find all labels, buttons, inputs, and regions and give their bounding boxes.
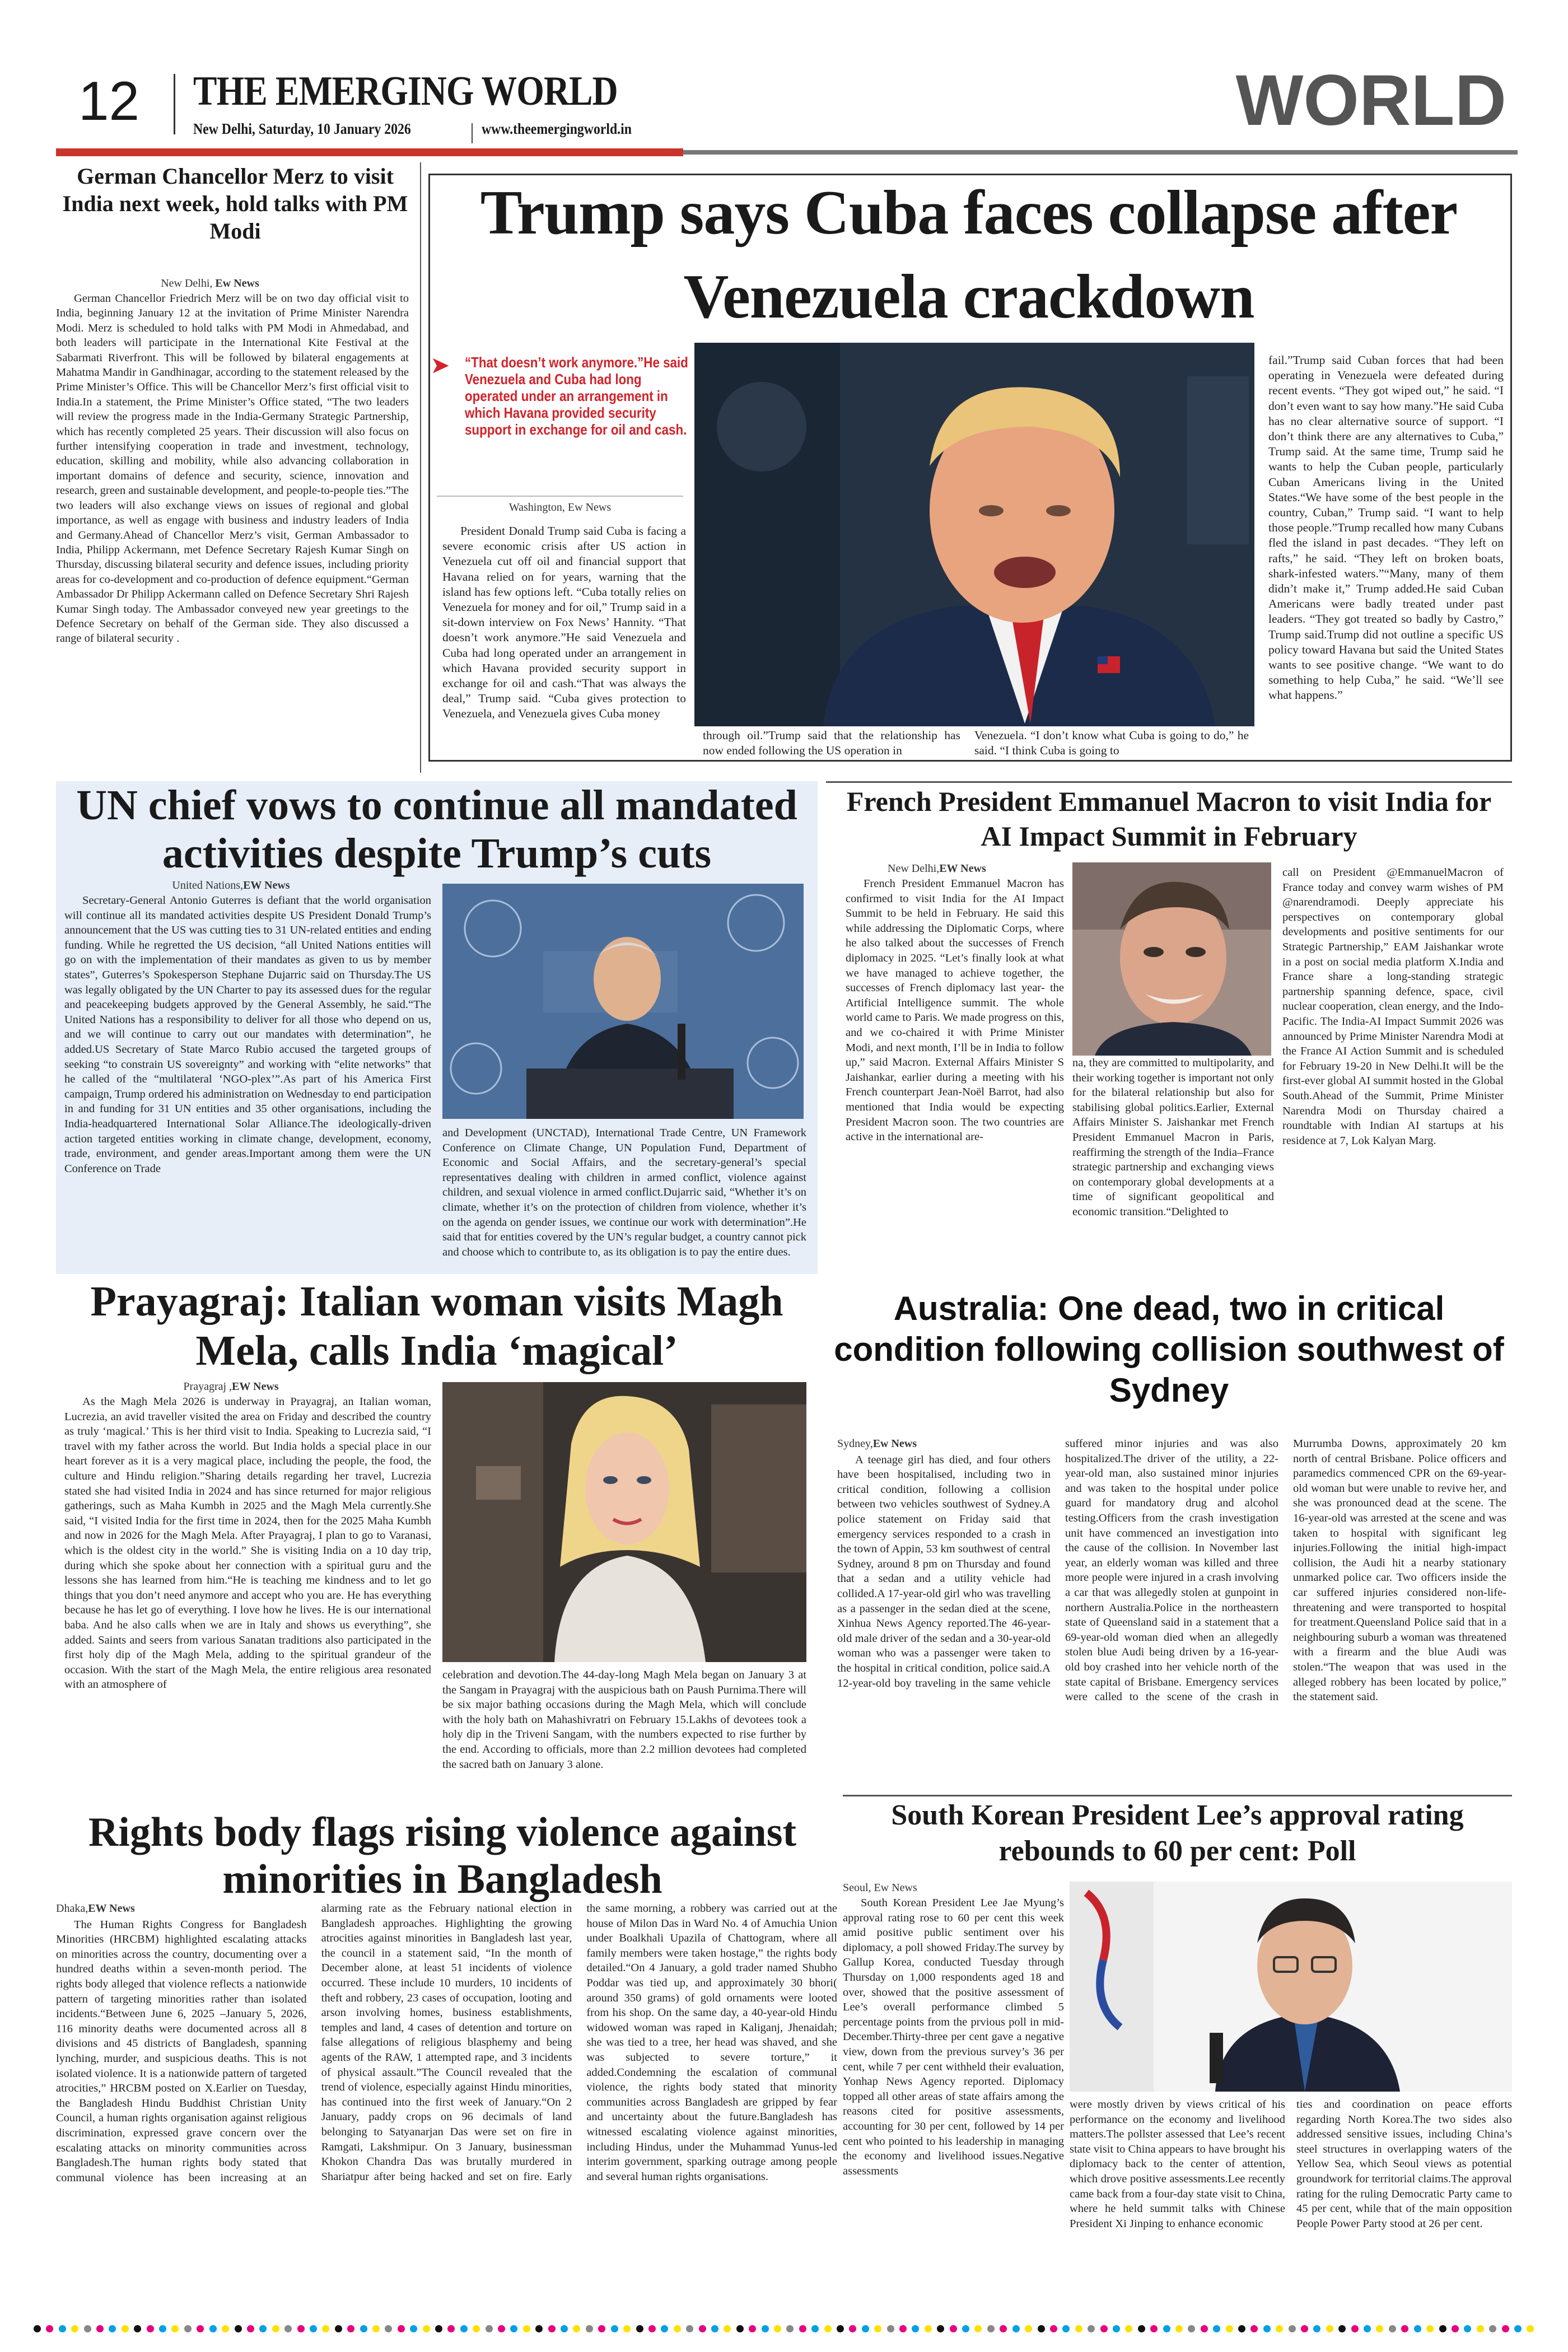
korea-body-mid: were mostly driven by views critical of his performance on the economy and livelihood matters.The pollster assessed that Lee’s recent state visit to China appears to have brought his diplomacy back to the center of attention, which drove positive assessments.Lee recently came back from a four-day state visit to China, where he held summit talks with Chinese President Xi Jinping to enhance economic	[1070, 2098, 1285, 2230]
registration-dot	[711, 2325, 718, 2332]
registration-dot	[423, 2325, 430, 2332]
registration-dot	[360, 2325, 367, 2332]
masthead-small-divider	[472, 123, 473, 143]
registration-dot	[109, 2325, 116, 2332]
registration-dot	[1038, 2325, 1045, 2332]
registration-dot	[473, 2325, 480, 2332]
korea-body-right: ties and coordination on peace efforts regarding North Korea.The two sides also addressed sensitive issues, including China’s steel structures in overlapping waters of the Yellow Sea, which Seoul views as potential groundwork for territorial claims.The approval rating for the ruling Democratic Party came to 45 per cent, while that of the main opposition People Power Party stood at 26 per cent.	[1296, 2098, 1512, 2230]
registration-dot	[1289, 2325, 1296, 2332]
macron-photo	[1072, 862, 1271, 1056]
registration-dot	[1351, 2325, 1359, 2332]
macron-body-col1: French President Emmanuel Macron has confirmed to visit India for the AI Impact Summit to be held in February. He said this while addressing the Diplomatic Corps, where he also talked about the successes of French diplomacy in 2025. “Let’s finally look at what we have managed to achieve together, the successes of French diplomacy last year- the Artificial Intelligence summit. The whole world came to Paris. We made progress on this, and we co-chaired it with Prime Minister Modi, and next month, I’ll be in India to follow up,” said Macron. External Affairs Minister S Jaishankar, earlier during a meeting with his French counterpart Jean-Noël Barrot, had also mentioned that India would be expecting President Macron soon. The two countries are active in the international are-	[846, 878, 1064, 1144]
registration-dot	[1313, 2325, 1320, 2332]
section-title: WORLD	[1235, 60, 1506, 141]
australia-dateline: Sydney,Ew News	[837, 1438, 917, 1450]
un-body-left: Secretary-General Antonio Guterres is defiant that the world organisation will continue all its mandated activities despite US President Donald Trump’s announcement that the US was cutting ties to 31 UN-related entities and ending funding. While he regretted the US decision, “all United Nations entities will go on with the implementation of their mandates as given to us by member states”, Guterres’s Spokesperson Stephane Dujarric said on Thursday.The US was legally obligated by the UN Charter to pay its assessed dues for the regular and peacekeeping budgets approved by the General Assembly, he said.“The United Nations has a responsibility to deliver for all those who depend on us, and we will continue to carry out our mandates with determination”, he added.US Secretary of State Marco Rubio accused the targeted groups of seeking “to constrain US sovereignty” and working with “elite networks” that he called of the “multilateral ‘NGO-plex’”.As part of his America First campaign, Trump ordered his administration on Wednesday to end participation in and funding for 31 UN entities and 35 other organisations, including the India-headquartered International Solar Alliance.The ideologically-driven action targeted entities working in climate change, development, economy, trade, environment, and gender areas.Important among them were the UN Conference on Trade	[64, 894, 431, 1175]
registration-dot	[974, 2325, 982, 2332]
registration-dot	[837, 2325, 844, 2332]
registration-dot	[1452, 2325, 1459, 2332]
trump-dateline: Washington, Ew News	[508, 501, 612, 514]
registration-dot	[1050, 2325, 1057, 2332]
merz-headline: German Chancellor Merz to visit India next week, hold talks with PM Modi	[62, 164, 408, 244]
korea-dateline: Seoul, Ew News	[843, 1882, 917, 1894]
registration-dot	[1250, 2325, 1258, 2332]
merz-right-rule	[420, 162, 421, 773]
registration-dot	[34, 2325, 41, 2332]
registration-dot	[310, 2325, 317, 2332]
registration-dot	[347, 2325, 354, 2332]
registration-dot	[1489, 2325, 1496, 2332]
registration-dot	[247, 2325, 254, 2332]
registration-dot	[1426, 2325, 1434, 2332]
registration-dot	[674, 2325, 681, 2332]
registration-dot	[460, 2325, 468, 2332]
registration-dot	[611, 2325, 618, 2332]
bangladesh-article	[56, 1901, 837, 2313]
registration-dot	[561, 2325, 568, 2332]
trump-pull-quote: ➤ “That doesn’t work anymore.”He said Venezuela and Cuba had long operated under an arrangement in which Havana provided security support in exchange for oil and cash.	[431, 354, 688, 438]
un-dateline: United Nations,EW News	[172, 879, 290, 892]
merz-article	[56, 277, 409, 773]
registration-dot	[724, 2325, 731, 2332]
registration-dot	[486, 2325, 493, 2332]
registration-dot	[510, 2325, 517, 2332]
registration-dot	[134, 2325, 141, 2332]
registration-dot	[811, 2325, 819, 2332]
trump-body-mid1: through oil.”Trump said that the relationship has now ended following the US operation in	[703, 729, 960, 758]
registration-dot	[1188, 2325, 1195, 2332]
registration-dot	[159, 2325, 166, 2332]
registration-dot	[1201, 2325, 1208, 2332]
registration-dot	[435, 2325, 442, 2332]
un-article-left	[64, 879, 431, 1271]
registration-dot	[1514, 2325, 1522, 2332]
registration-dot	[636, 2325, 643, 2332]
registration-dot	[1414, 2325, 1421, 2332]
trump-headline: Trump says Cuba faces collapse after Venezuela crackdown	[480, 178, 1458, 332]
guterres-photo-illustration	[442, 884, 804, 1119]
registration-dot	[962, 2325, 969, 2332]
registration-dot	[774, 2325, 781, 2332]
registration-dot	[849, 2325, 856, 2332]
registration-dot	[1338, 2325, 1346, 2332]
registration-dot	[762, 2325, 769, 2332]
lucrezia-photo	[442, 1382, 806, 1662]
guterres-photo	[442, 884, 804, 1119]
registration-dot	[447, 2325, 455, 2332]
registration-dot	[1376, 2325, 1383, 2332]
registration-dot	[648, 2325, 656, 2332]
registration-dot	[1401, 2325, 1408, 2332]
registration-dot	[84, 2325, 91, 2332]
registration-dot	[1263, 2325, 1271, 2332]
registration-dot	[899, 2325, 907, 2332]
merz-body: German Chancellor Friedrich Merz will be on two day official visit to India, beginning January 12 at the invitation of Prime Minister Narendra Modi. Merz is scheduled to hold talks with PM Modi in Ahmedabad, and both leaders will participate in the International Kite Festival at the Sabarmati Riverfront. This will be followed by bilateral engagements at Mahatma Mandir in Gandhinagar, according to the statement released by the Prime Minister’s Office. This will be Chancellor Merz’s first official visit to India.In a statement, the Prime Minister’s Office stated, “The two leaders will review the progress made in the India-Germany Strategic Partnership, which has recently completed 25 years. Their discussion will also focus on further intensifying cooperation in trade and investment, technology, education, skilling and mobility, while also advancing collaboration in important domains of defence and security, science, innovation and research, green and sustainable development, and people-to-people ties.”The two leaders will also exchange views on issues of regional and global importance, as well as engage with business and industry leaders of India and Germany.Ahead of Chancellor Merz’s visit, German Ambassador to India, Philipp Ackermann, met Defence Secretary Rajesh Kumar Singh on Thursday, discussing bilateral security and defence issues, including priority areas for co-development and co-production of defence equipment.“German Ambassador Dr Philipp Ackermann called on Defence Secretary Shri Rajesh Kumar Singh today. The Ambassador conveyed new year greetings to the Defence Secretary on behalf of the German side. They also discussed a range of bilateral security .	[56, 292, 409, 645]
prayagraj-headline: Prayagraj: Italian woman visits Magh Mela, calls India ‘magical’	[90, 1278, 783, 1374]
paper-name: THE EMERGING WORLD	[193, 68, 618, 114]
registration-dot	[1150, 2325, 1158, 2332]
pull-quote-arrow-icon: ➤	[431, 354, 449, 377]
registration-dot	[59, 2325, 66, 2332]
macron-headline: French President Emmanuel Macron to visit India for AI Impact Summit in February	[846, 786, 1492, 852]
registration-dot	[686, 2325, 693, 2332]
registration-dot	[523, 2325, 530, 2332]
registration-dot	[535, 2325, 543, 2332]
macron-dateline: New Delhi,EW News	[888, 862, 986, 875]
prayagraj-article-left	[64, 1380, 431, 1809]
page-number: 12	[78, 70, 140, 132]
registration-dot	[71, 2325, 78, 2332]
registration-dot	[699, 2325, 706, 2332]
registration-dot	[786, 2325, 794, 2332]
trump-photo-illustration	[694, 343, 1254, 726]
registration-dot	[284, 2325, 292, 2332]
macron-body-col3: call on President @EmmanuelMacron of France today and convey warm wishes of PM @narendramodi. Deeply appreciate his perspectives on contemporary global developments and positive sentiments for our Strategic Partnership,” EAM Jaishankar wrote in a post on social media platform X.India and France share a long-standing strategic partnership spanning defence, space, civil nuclear cooperation, clean energy, and the Indo-Pacific. The India-AI Impact Summit 2026 was announced by Prime Minister Narendra Modi at the France AI Action Summit and is scheduled for February 19-20 in New Delhi.It will be the first-ever global AI summit hosted in the Global South.Ahead of the Summit, Prime Minister Narendra Modi on Thursday chaired a roundtable with Indian AI startups at his residence at 7, Lok Kalyan Marg.	[1282, 866, 1504, 1147]
registration-dot	[398, 2325, 405, 2332]
korea-headline: South Korean President Lee’s approval rating rebounds to 60 per cent: Poll	[891, 1799, 1464, 1867]
registration-dot	[1238, 2325, 1245, 2332]
registration-dot	[46, 2325, 53, 2332]
registration-dot	[372, 2325, 380, 2332]
registration-dot	[1100, 2325, 1108, 2332]
registration-dot	[573, 2325, 580, 2332]
registration-dot	[586, 2325, 593, 2332]
registration-dot	[235, 2325, 242, 2332]
registration-dot	[1175, 2325, 1183, 2332]
masthead-divider	[174, 74, 175, 134]
registration-dot	[1502, 2325, 1509, 2332]
bangladesh-dateline: Dhaka,EW News	[56, 1902, 135, 1915]
prayagraj-dateline: Prayagraj ,EW News	[183, 1380, 279, 1393]
registration-dot	[925, 2325, 932, 2332]
registration-dot	[862, 2325, 869, 2332]
registration-dot	[548, 2325, 556, 2332]
un-headline: UN chief vows to continue all mandated activities despite Trump’s cuts	[76, 782, 797, 877]
lee-photo-illustration	[1070, 1882, 1512, 2092]
registration-dot	[950, 2325, 957, 2332]
trump-photo	[694, 343, 1254, 726]
masthead-gray-bar	[683, 150, 1518, 155]
registration-dot	[661, 2325, 668, 2332]
registration-dot	[623, 2325, 631, 2332]
website-link[interactable]: www.theemergingworld.in	[482, 120, 632, 137]
registration-dot	[1012, 2325, 1020, 2332]
registration-dot	[498, 2325, 505, 2332]
registration-dot	[987, 2325, 995, 2332]
registration-dot	[147, 2325, 154, 2332]
registration-dot	[1138, 2325, 1145, 2332]
registration-dot	[122, 2325, 129, 2332]
registration-dot	[736, 2325, 744, 2332]
trump-body-left: President Donald Trump said Cuba is facing a severe economic crisis after US action in Venezuela cut off oil and financial support that Havana relied on for years, warning that the island has few options left. “Cuba totally relies on Venezuela for money and for oil,” Trump said in a sit-down interview on Fox News’ Hannity. “That doesn’t work anymore.”He said Venezuela and Cuba had long operated under an arrangement in which Havana provided security support in exchange for oil and cash.“That was always the deal,” Trump said. “Cuba gives protection to Venezuela, and Venezuela gives Cuba money	[442, 524, 686, 721]
registration-dot	[1088, 2325, 1095, 2332]
trump-body-mid2: Venezuela. “I don’t know what Cuba is going to do,” he said. “I think Cuba is going to	[974, 729, 1249, 758]
registration-dot	[749, 2325, 756, 2332]
registration-dot	[824, 2325, 832, 2332]
registration-dot	[259, 2325, 267, 2332]
registration-dot	[272, 2325, 279, 2332]
bangladesh-headline: Rights body flags rising violence against minorities in Bangladesh	[88, 1809, 797, 1902]
pull-quote-separator	[437, 496, 683, 497]
korea-body-top: South Korean President Lee Jae Myung’s approval rating rose to 60 per cent this week amid positive public sentiment over his diplomacy, a poll showed Friday.The survey by Gallup Korea, conducted Tuesday through Thursday on 1,000 respondents aged 18 and over, showed that the positive assessment of Lee’s overall performance climbed 5 percentage points from the prvious poll in mid-December.Thirty-three per cent gave a negative view, down from the previous survey’s 36 per cent, while 7 per cent withheld their evaluation, Yonhap News Agency reported. Diplomacy topped all other areas of state affairs among the reasons cited for positive assessments, accounting for 30 per cent, followed by 14 per cent who pointed to his leadership in managing the economy and livelihood issues.Negative assessments	[843, 1897, 1064, 2177]
registration-dot	[1075, 2325, 1082, 2332]
masthead-red-bar	[56, 148, 683, 156]
registration-dot	[937, 2325, 944, 2332]
registration-dot	[222, 2325, 229, 2332]
macron-body-col2: na, they are committed to multipolarity, and their working together is important not only for the bilateral relationship but also for stabilising global politics.Earlier, External Affairs Minister S. Jaishankar met French President Emmanuel Macron in Paris, reaffirming the strength of the India–France strategic partnership and exchanging views on contemporary global developments at a time of significant geopolitical and economic transition.“Delighted to	[1072, 1057, 1274, 1218]
registration-dot	[1000, 2325, 1007, 2332]
registration-dot	[1439, 2325, 1446, 2332]
prayagraj-body-right: celebration and devotion.The 44-day-long Magh Mela began on January 3 at the Sangam in Prayagraj with the auspicious bath on Paush Purnima.There will be six major bathing occasions during the Magh Mela, which will conclude with the holy bath on Mahashivratri on February 15.Lakhs of devotees took a holy dip in the Triveni Sangam, with the numbers expected to rise further by the end. According to officials, more than 2.2 million devotees had completed the sacred bath on January 3 alone.	[442, 1669, 806, 1771]
registration-dot	[1326, 2325, 1333, 2332]
registration-dot	[1464, 2325, 1471, 2332]
macron-col1	[846, 862, 1064, 1271]
macron-top-rule	[826, 781, 1512, 783]
registration-dot	[887, 2325, 894, 2332]
registration-dot	[1389, 2325, 1396, 2332]
un-body-right: and Development (UNCTAD), International Trade Centre, UN Framework Conference on Climate Change, UN Population Fund, Department of Economic and Social Affairs, and the secretary-general’s special representatives dealing with children in armed conflict, violence against children, and sexual violence in armed conflict.Dujarric said, “Whether it’s on climate, whether it’s on the protection of children from violence, whether it’s on the agenda on gender issues, we continue our work with determination”.He said that for entities covered by the UN’s regular budget, a country cannot pick and choose which to contribute to, as its obligation is to pay the entire dues.	[442, 1127, 806, 1258]
registration-dot	[297, 2325, 305, 2332]
korea-article-left	[843, 1882, 1064, 2313]
registration-dot	[1301, 2325, 1308, 2332]
registration-dot	[322, 2325, 329, 2332]
registration-dot	[184, 2325, 192, 2332]
registration-dot	[1125, 2325, 1132, 2332]
registration-dot	[1226, 2325, 1233, 2332]
registration-dot	[1276, 2325, 1283, 2332]
registration-dot	[197, 2325, 204, 2332]
australia-headline: Australia: One dead, two in critical condition following collision southwest of Sydney	[834, 1290, 1504, 1409]
registration-dot	[598, 2325, 605, 2332]
registration-dot	[385, 2325, 392, 2332]
footer-registration-dots	[34, 2324, 1534, 2333]
registration-dot	[1062, 2325, 1070, 2332]
registration-dot	[1163, 2325, 1170, 2332]
bangladesh-body: The Human Rights Congress for Bangladesh Minorities (HRCBM) highlighted escalating attacks on minorities across the country, documenting over a hundred deaths within a seven-month period. The rights body alleged that violence reflects a nationwide pattern of targeting minorities rather than isolated incidents.“Between June 6, 2025 –January 5, 2026, 116 minority deaths were documented across all 8 divisions and 45 districts of Bangladesh, spanning lynching, murder, and suspicious deaths. This is not isolated violence. It is a nationwide pattern of targeted atrocities,” HRCBM posted on X.Earlier on Tuesday, the Bangladesh Hindu Buddhist Christian Unity Council, a human rights organisation against religious discrimination, expressed grave concern over the escalating attacks on minority communities across Bangladesh.The human rights body stated that communal violence has been increasing at an alarming rate as the February national election in Bangladesh approaches. Highlighting the growing atrocities against minorities in Bangladesh last year, the council in a statement said, “In the month of December alone, at least 51 incidents of violence occurred. These include 10 murders, 10 incidents of theft and robbery, 23 cases of occupation, looting and arson involving homes, business establishments, temples and land, 4 cases of detention and torture on false allegations of religious blasphemy and being agents of the RAW, 1 attempted rape, and 3 incidents of physical assault.”The Council revealed that the trend of violence, especially against Hindu minorities, has continued into the first week of January.“On 2 January, paddy crops on 96 decimals of land belonging to Satyanarjan Das were set on fire in Ramgati, Lakshmipur. On 3 January, businessman Khokon Chandra Das was brutally murdered in Shariatpur after being hacked and set on fire. Early the same morning, a robbery was carried out at the house of Milon Das in Ward No. 4 of Amuchia Union under Boalkhali Upazila of Chattogram, where all family members were taken hostage,” the rights body detailed.“On 4 January, a gold trader named Shubho Poddar was tied up, and approximately 30 bhori( around 350 grams) of gold ornaments were looted from his shop. On the same day, a 40-year-old Hindu widowed woman was raped in Kaliganj, Jhenaidah; she was tied to a tree, her head was shaved, and she was subjected to severe torture,” it added.Condemning the escalation of communal violence, the rights body stated that minority communities across Bangladesh are gripped by fear and uncertainty about the future.Bangladesh has witnessed escalating violence against minorities, including Hindus, under the Muhammad Yunus-led interim government, sparking outrage among people and several human rights organisations.	[56, 1902, 837, 2184]
registration-dot	[1025, 2325, 1032, 2332]
registration-dot	[1364, 2325, 1371, 2332]
trump-body-right: fail.”Trump said Cuban forces that had been operating in Venezuela were defeated during recent events. “They got wiped out,” he said. “I don’t even want to say how many.”He said Cuba has no clear alternative source of support. “I don’t think there are any alternatives to Cuba,” Trump said. At the same time, Trump said he wants to help the Cuban people, particularly Cuban Americans living in the United States.“We have some of the best people in the country, Cuban,” Trump said. “I want to help those people.”Trump recalled how many Cubans fled the island in past decades. “They left on rafts,” he said. “They left on broken boats, shark-infested waters.”“Many, many of them didn’t make it,” Trump added.He said Cuban Americans were badly treated under past leaders. “They got treated so badly by Castro,” Trump said.Trump did not outline a specific US policy toward Havana but said the United States wants to see positive change. “We want to do something to help Cuba,” he said. “We’ll see what happens.”	[1268, 353, 1504, 702]
registration-dot	[171, 2325, 179, 2332]
korea-top-rule	[843, 1795, 1512, 1796]
merz-dateline: New Delhi, Ew News	[161, 277, 259, 290]
registration-dot	[1477, 2325, 1484, 2332]
registration-dot	[799, 2325, 806, 2332]
registration-dot	[1113, 2325, 1120, 2332]
masthead-dateline: New Delhi, Saturday, 10 January 2026	[193, 120, 411, 137]
australia-body: A teenage girl has died, and four others have been hospitalised, including two in critical condition, following a collision between two vehicles southwest of Sydney.A police statement on Friday said that emergency services responded to a crash in the town of Appin, 53 km southwest of central Sydney, around 8 pm on Thursday and found that a sedan and a utility vehicle had collided.A 17-year-old girl who was travelling as a passenger in the sedan died at the scene, Xinhua News Agency reported.The 46-year-old male driver of the sedan and a 30-year-old woman who was a passenger were taken to the hospital in critical condition, police said.A 12-year-old boy traveling in the same vehicle suffered minor injuries and was also hospitalized.The driver of the utility, a 22-year-old man, also sustained minor injuries and was taken to the hospital under police guard for mandatory drug and alcohol testing.Officers from the crash investigation unit have commenced an investigation into the cause of the collision. In November last year, an elderly woman was killed and three more people were injured in a crash involving a car that was allegedly stolen at gunpoint in northern Australia.Police in the northeastern state of Queensland said in a statement that a 69-year-old woman died when an allegedly stolen blue Audi being driven by a 16-year-old boy crashed into her vehicle north of the state capital of Brisbane. Emergency services were called to the scene of the crash in Murrumba Downs, approximately 20 km north of central Brisbane. Police officers and paramedics commenced CPR on the 69-year-old woman but were unable to revive her, and she was pronounced dead at the scene. The 16-year-old was arrested at the scene and was taken to hospital with significant leg injuries.Following the initial high-impact collision, the Audi hit a nearby stationary unmarked police car. Two officers inside the car suffered injuries considered non-life-threatening and were transported to hospital for treatment.Queensland Police said that in a neighbouring suburb a woman was threatened with a firearm and the blue Audi was stolen.“The weapon that was used in the alleged robbery has been located by police,” the statement said.	[837, 1438, 1506, 1704]
registration-dot	[335, 2325, 342, 2332]
registration-dot	[874, 2325, 881, 2332]
registration-dot	[209, 2325, 217, 2332]
registration-dot	[96, 2325, 104, 2332]
australia-article	[837, 1436, 1506, 1809]
lucrezia-photo-illustration	[442, 1382, 806, 1662]
registration-dot	[1213, 2325, 1220, 2332]
registration-dot	[912, 2325, 919, 2332]
registration-dot	[1527, 2325, 1534, 2332]
lee-photo	[1070, 1882, 1512, 2092]
registration-dot	[410, 2325, 417, 2332]
macron-photo-illustration	[1072, 862, 1271, 1056]
prayagraj-body-left: As the Magh Mela 2026 is underway in Prayagraj, an Italian woman, Lucrezia, an avid traveller visited the area on Friday and described the country as truly ‘magical.’ This is her third visit to India. Speaking to Lucrezia said, “I travel with my father across the world. But India holds a special place in our heart forever as it is a very magical place, including the people, the food, the culture and Hindu religion.”Sharing details regarding her travel, Lucrezia stated she had visited India in 2024 and has since returned for major religious gatherings, such as Maha Kumbh in 2025 and the Magh Mela currently.She said, “I visited India for the first time in 2024, then for the 2025 Maha Kumbh and now in 2026 for the Magh Mela. After Prayagraj, I plan to go to Varanasi, which is the oldest city in the world.” She is visiting India on a 10 day trip, during which she spoke about her connection with a spiritual guru and the lessons she has learned from him.“He is teaching me kindness and to let go things that you don’t need anymore and accept who you are. He has everything because he has let go of everything. I love how he lives. He is our international baba. And he also calls when we are in Italy and shows us everything”, she added. Saints and seers from various Sanatan traditions also participated in the first holy dip of the Magh Mela, adding to the spiritual grandeur of the occasion. With the start of the Magh Mela, the entire religious area resonated with an atmosphere of	[64, 1396, 431, 1691]
